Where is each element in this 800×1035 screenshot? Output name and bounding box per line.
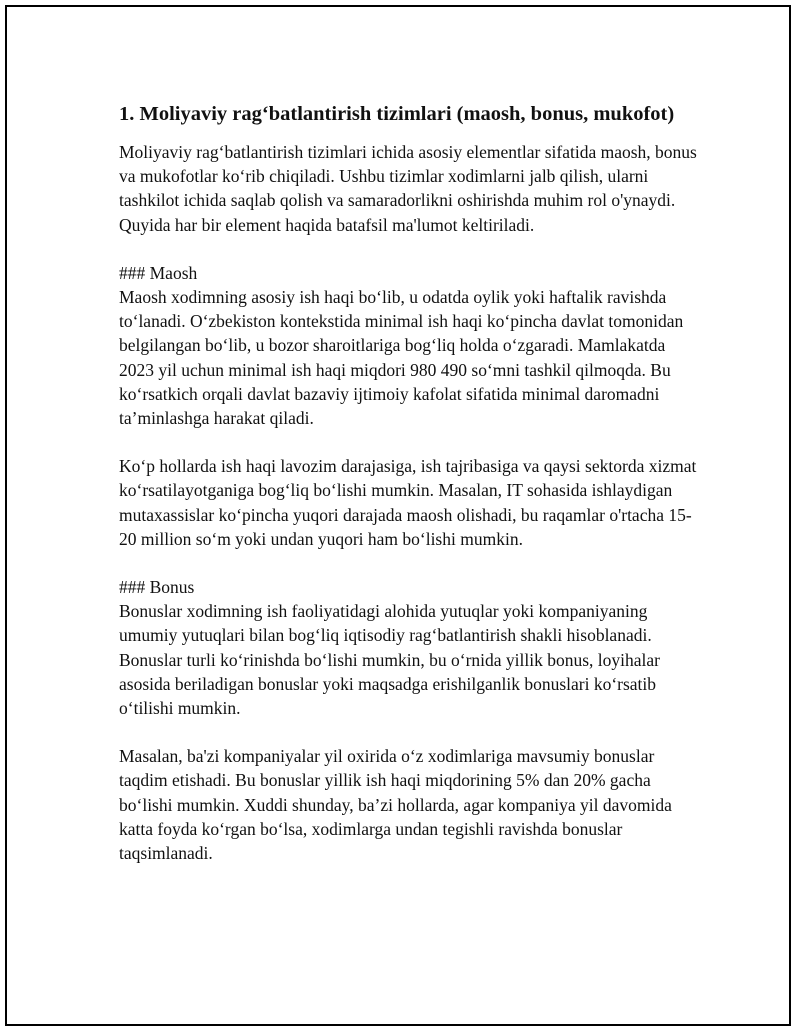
bonus-paragraph-2: Masalan, ba'zi kompaniyalar yil oxirida o‘z xodimlariga mavsumiy bonuslar taqdim etishadi. Bu bonuslar yillik ish haqi miqdorining 5% dan 20% gacha bo‘lishi mumkin. Xuddi shunday, ba’zi hollarda, agar kompaniya yil davomida katta foyda ko‘rgan bo‘lsa, xodimlarga undan tegishli ravishda bonuslar taqsimlanadi. — [119, 746, 672, 864]
section-heading-maosh: ### Maosh — [119, 262, 198, 283]
maosh-paragraph-1: Maosh xodimning asosiy ish haqi bo‘lib, u odatda oylik yoki haftalik ravishda to‘lanadi. O‘zbekiston kontekstida minimal ish haqi ko‘pincha davlat tomonidan belgilangan bo‘lib, u bozor sharoitlariga bog‘liq holda o‘zgaradi. Mamlakatda 2023 yil uchun minimal ish haqi miqdori 980 490 so‘mni tashkil qilmoqda. Bu ko‘rsatkich orqali davlat bazaviy ijtimoiy kafolat sifatida minimal daromadni ta’minlashga harakat qiladi. — [119, 287, 684, 429]
intro-paragraph: Moliyaviy rag‘batlantirish tizimlari ichida asosiy elementlar sifatida maosh, bonus va mukofotlar ko‘rib chiqiladi. Ushbu tizimlar xodimlarni jalb qilish, ularni tashkilot ichida saqlab qolish va samaradorlikni oshirishda muhim rol o'ynaydi. Quyida har bir element haqida batafsil ma'lumot keltiriladi. — [119, 142, 697, 235]
maosh-paragraph-2: Ko‘p hollarda ish haqi lavozim darajasiga, ish tajribasiga va qaysi sektorda xizmat ko‘rsatilayotganiga bog‘liq bo‘lishi mumkin. Masalan, IT sohasida ishlaydigan mutaxassislar ko‘pincha yuqori darajada maosh olishadi, bu raqamlar o'rtacha 15-20 million so‘m yoki undan yuqori ham bo‘lishi mumkin. — [119, 456, 697, 549]
section-heading-bonus: ### Bonus — [119, 577, 195, 598]
document-body — [119, 101, 697, 889]
section-bonus — [119, 575, 697, 720]
document-title: 1. Moliyaviy rag‘batlantirish tizimlari (maosh, bonus, mukofot) — [119, 103, 675, 125]
section-maosh — [119, 261, 697, 430]
page-frame — [5, 5, 791, 1026]
bonus-paragraph-1: Bonuslar xodimning ish faoliyatidagi alohida yutuqlar yoki kompaniyaning umumiy yutuqlari bilan bog‘liq iqtisodiy rag‘batlantirish shakli hisoblanadi. Bonuslar turli ko‘rinishda bo‘lishi mumkin, bu o‘rnida yillik bonus, loyihalar asosida beriladigan bonuslar yoki maqsadga erishilganlik bonuslari ko‘rsatib o‘tilishi mumkin. — [119, 601, 660, 719]
